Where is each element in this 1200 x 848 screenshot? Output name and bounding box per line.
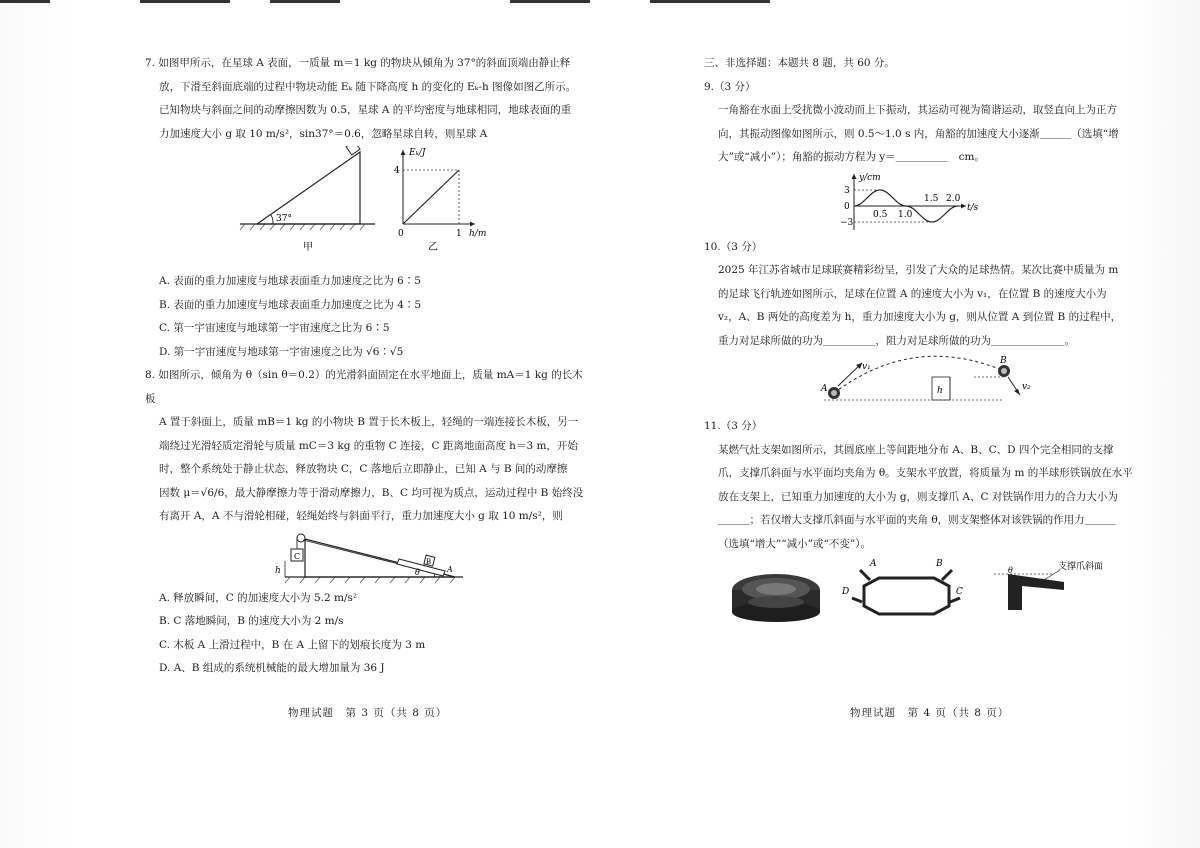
page-3: [145, 52, 585, 681]
q10-line: v₂，A、B 两处的高度差为 h，重力加速度大小为 g，则从位置 A 到位置 B 的过程中，: [718, 311, 1122, 323]
q8-figure: [145, 529, 585, 587]
q7-figure-svg: [145, 146, 585, 270]
q8-option-b: B. C 落地瞬间，B 的速度大小为 2 m/s: [159, 615, 344, 627]
graph-y-zero: 0: [844, 201, 850, 212]
page-4-footer: 物理试题 第 4 页（共 8 页）: [850, 707, 1010, 719]
q10-line: 重力对足球所做的功为＿＿＿＿＿，阻力对足球所做的功为＿＿＿＿＿＿＿。: [718, 334, 1075, 347]
fig-yi-label: 乙: [428, 242, 438, 253]
fig-caption: 支撑爪斜面: [1058, 562, 1104, 572]
q11-line: （选填“增大”“减小”或“不变”）。: [718, 537, 871, 550]
page-3-footer: 物理试题 第 3 页（共 8 页）: [288, 707, 448, 719]
section-heading: 三、非选择题：本题共 8 题，共 60 分。: [704, 57, 895, 69]
fig-yi-origin: 0: [398, 229, 404, 239]
fig-theta: θ: [1008, 566, 1013, 575]
q7-line: 7. 如图甲所示，在星球 A 表面，一质量 m＝1 kg 的物块从倾角为 37°的斜面顶端由静止释: [145, 57, 571, 69]
fig-point-a: A: [821, 384, 828, 394]
q10-trajectory-svg: [704, 353, 1144, 415]
q9-head: 9.（3 分）: [704, 80, 756, 93]
graph-xlabel: t/s: [967, 202, 979, 213]
question-11: [704, 415, 1144, 628]
scan-edge: [650, 0, 770, 3]
q8-line: 端绕过光滑轻质定滑轮与质量 mC＝3 kg 的重物 C 连接，C 距离地面高度 h＝3 m，开始: [159, 439, 578, 452]
graph-tick: 2.0: [946, 193, 961, 204]
fig-yi-xlabel: h/m: [469, 229, 487, 239]
q11-line: ＿＿＿；若仅增大支撑爪斜面与水平面的夹角 θ，则支架整体对该铁锅的作用力＿＿＿: [718, 514, 1117, 526]
q7-option-b: B. 表面的重力加速度与地球表面重力加速度之比为 4∶5: [159, 298, 422, 311]
q11-line: 放在支架上，已知重力加速度的大小为 g，则支撑爪 A、C 对铁锅作用力的合力大小为: [718, 490, 1118, 503]
stove-photo: [732, 574, 820, 622]
q7-line: 已知物块与斜面之间的动摩擦因数为 0.5，星球 A 的平均密度与地球相同，地球表面的重: [159, 104, 572, 116]
q9-line: 一角豁在水面上受扰微小波动而上下振动，其运动可视为简谐运动，取竖直向上为正方: [718, 104, 1117, 116]
q8-line: 有离开 A，A 不与滑轮相碰，轻绳始终与斜面平行，重力加速度大小 g 取 10 m/s²，则: [159, 510, 563, 522]
q10-figure: [704, 353, 1144, 415]
graph-y-neg: −3: [840, 217, 854, 228]
question-10: [704, 236, 1144, 416]
fig-yi-y4: 4: [394, 166, 400, 176]
q7-option-a: A. 表面的重力加速度与地球表面重力加速度之比为 6∶5: [159, 275, 421, 287]
q11-figure: [704, 556, 1144, 628]
q11-stove-svg: [704, 556, 1144, 628]
claw-detail: [994, 560, 1103, 610]
q8-option-c: C. 木板 A 上滑过程中，B 在 A 上留下的划痕长度为 3 m: [159, 638, 426, 651]
graph-y-pos: 3: [844, 185, 850, 196]
fig-yi-x1: 1: [456, 229, 462, 239]
q8-line: 因数 μ＝√6/6，最大静摩擦力等于滑动摩擦力，B、C 均可视为质点，运动过程中 B 始终没: [159, 486, 584, 499]
q9-line: 大”或“减小”）；角豁的振动方程为 y＝＿＿＿＿＿ cm。: [718, 151, 985, 163]
fig-v1: v₁: [862, 362, 871, 372]
fig-h: h: [937, 386, 943, 396]
fig-theta: θ: [415, 567, 420, 577]
fig-yi-graph: [394, 148, 486, 253]
q11-line: 某燃气灶支架如图所示，其圆底座上等间距地分布 A、B、C、D 四个完全相同的支撑: [718, 443, 1114, 456]
q8-line: 8. 如图所示，倾角为 θ（sin θ＝0.2）的光滑斜面固定在水平地面上，质量 mA＝1 kg 的长木板: [145, 369, 583, 405]
q7-option-d: D. 第一宇宙速度与地球第一宇宙速度之比为 √6∶√5: [159, 345, 404, 358]
graph-tick: 1.5: [924, 193, 939, 204]
q8-line: A 置于斜面上，质量 mB＝1 kg 的小物块 B 置于长木板上，轻绳的一端连接长木板，另一: [159, 416, 579, 428]
fig-jia-incline: [240, 146, 375, 253]
question-9: [704, 76, 1144, 236]
fig-c: C: [956, 587, 963, 597]
fig-v2: v₂: [1022, 382, 1031, 392]
scan-edge: [0, 0, 50, 3]
scan-edge: [270, 0, 340, 3]
graph-ylabel: y/cm: [859, 172, 881, 183]
fig-h: h: [275, 565, 281, 576]
q10-line: 2025 年江苏省城市足球联赛精彩纷呈，引发了大众的足球热情。某次比赛中质量为 m: [718, 264, 1119, 276]
scan-edge: [510, 0, 590, 3]
question-7: [145, 52, 585, 364]
q7-line: 力加速度大小 g 取 10 m/s²，sin37°＝0.6，忽略星球自转，则星球 A: [159, 127, 488, 140]
fig-a: A: [870, 559, 877, 569]
q8-figure-svg: [145, 529, 585, 587]
q10-line: 的足球飞行轨迹如图所示，足球在位置 A 的速度大小为 v₁，在位置 B 的速度大小为: [718, 287, 1107, 300]
q8-line: 时，整个系统处于静止状态，释放物块 C，C 落地后立即静止，已知 A 与 B 间的动摩擦: [159, 463, 568, 475]
q7-option-c: C. 第一宇宙速度与地球第一宇宙速度之比为 6∶5: [159, 322, 390, 334]
question-8: [145, 364, 585, 681]
q9-line: 向，其振动图像如图所示，则 0.5～1.0 s 内，角豁的加速度大小逐渐＿＿＿（选填“增: [718, 127, 1119, 140]
q11-head: 11.（3 分）: [704, 420, 763, 432]
q7-figures: [145, 146, 585, 270]
fig-point-b: B: [1000, 356, 1007, 366]
fig-jia-angle: 37°: [276, 214, 292, 224]
fig-c: C: [294, 551, 301, 561]
q7-line: 放，下滑至斜面底端的过程中物块动能 Eₖ 随下降高度 h 的变化的 Eₖ-h 图像如图乙所示。: [159, 80, 577, 93]
page-4: [704, 52, 1144, 628]
q9-figure: [704, 170, 1144, 236]
graph-tick: 1.0: [898, 209, 913, 220]
q11-line: 爪，支撑爪斜面与水平面均夹角为 θ。支架水平放置，将质量为 m 的半球形铁锅放在水平: [718, 467, 1133, 479]
fig-jia-label: 甲: [303, 242, 313, 253]
fig-yi-ylabel: Eₖ/J: [409, 148, 426, 158]
scan-edge: [140, 0, 230, 3]
fig-b: B: [426, 557, 432, 566]
q8-option-a: A. 释放瞬间，C 的加速度大小为 5.2 m/s²: [159, 591, 358, 604]
fig-d: D: [842, 587, 850, 597]
q9-graph-svg: [704, 170, 1144, 236]
graph-tick: 0.5: [873, 209, 888, 220]
q10-head: 10.（3 分）: [704, 240, 763, 253]
support-frame: [841, 559, 963, 614]
q8-option-d: D. A、B 组成的系统机械能的最大增加量为 36 J: [159, 662, 385, 674]
fig-a: A: [447, 564, 453, 574]
fig-b: B: [936, 559, 943, 569]
